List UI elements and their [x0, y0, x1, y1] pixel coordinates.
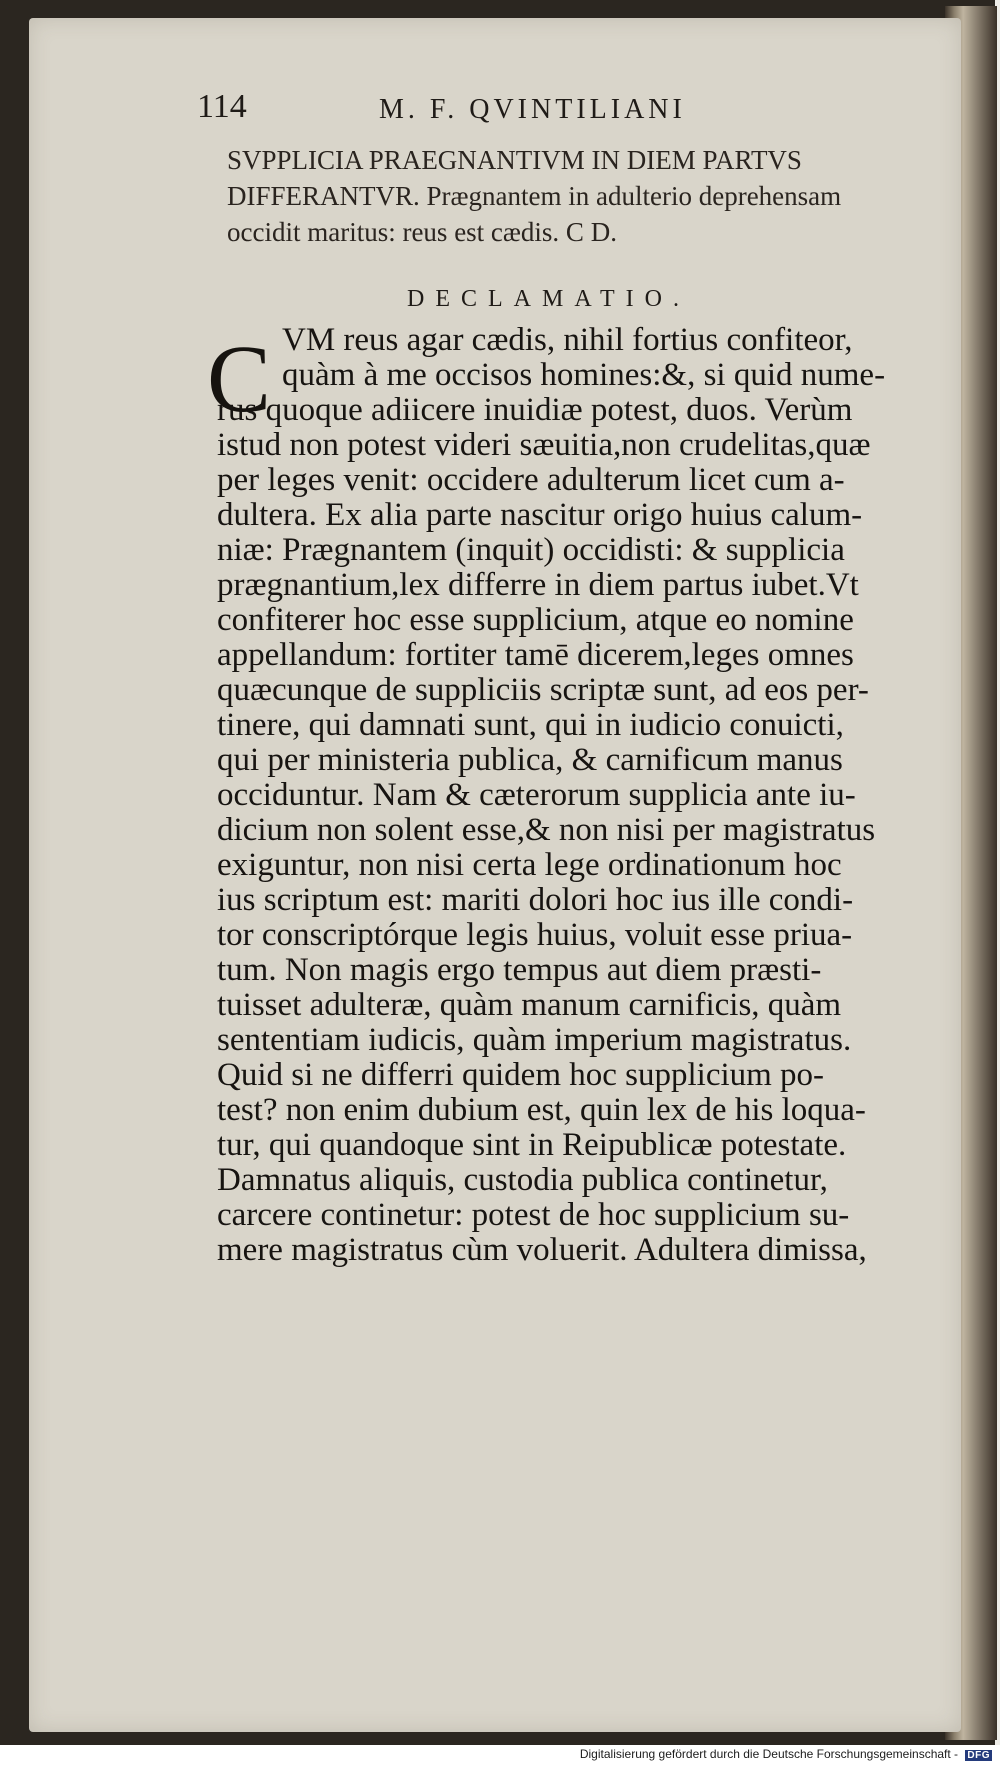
footer-strip	[0, 1745, 1000, 1765]
body-line: rus quoque adiicere inuidiæ potest, duos. Verùm	[217, 392, 853, 428]
body-line: exiguntur, non nisi certa lege ordinationum hoc	[217, 847, 842, 883]
body-line: VM reus agar cædis, nihil fortius confiteor,	[282, 322, 853, 358]
body-line: Damnatus aliquis, custodia publica continetur,	[217, 1162, 828, 1198]
body-line: dicium non solent esse,& non nisi per magistratus	[217, 812, 876, 848]
body-line: ius scriptum est: mariti dolori hoc ius ille condi-	[217, 882, 854, 918]
drop-cap-letter: C	[207, 325, 272, 432]
body-line: niæ: Prægnantem (inquit) occidisti: & supplicia	[217, 532, 845, 568]
footer-credit	[580, 1747, 992, 1761]
body-line: sententiam iudicis, quàm imperium magistratus.	[217, 1022, 852, 1058]
body-line: mere magistratus cùm voluerit. Adultera dimissa,	[217, 1232, 867, 1268]
body-line: test? non enim dubium est, quin lex de his loqua-	[217, 1092, 866, 1128]
declamation-title: DECLAMATIO.	[407, 286, 690, 312]
body-line: occiduntur. Nam & cæterorum supplicia ante iu-	[217, 777, 856, 813]
body-line: Quid si ne differri quidem hoc supplicium po-	[217, 1057, 825, 1093]
body-line: prægnantium,lex differre in diem partus iubet.Vt	[217, 567, 859, 603]
body-line: tur, qui quandoque sint in Reipublicæ potestate.	[217, 1127, 847, 1163]
argument-line: DIFFERANTVR. Prægnantem in adulterio deprehensam	[227, 181, 842, 211]
body-line: tum. Non magis ergo tempus aut diem præsti-	[217, 952, 822, 988]
page-number: 114	[197, 88, 247, 125]
body-line: per leges venit: occidere adulterum licet cum a-	[217, 462, 845, 498]
body-line: tinere, qui damnati sunt, qui in iudicio conuicti,	[217, 707, 844, 743]
book-page	[29, 18, 961, 1732]
argument-line: occidit maritus: reus est cædis. C D.	[227, 217, 617, 247]
body-line: qui per ministeria publica, & carnificum manus	[217, 742, 843, 778]
body-line: tuisset adulteræ, quàm manum carnificis, quàm	[217, 987, 842, 1023]
body-line: dultera. Ex alia parte nascitur origo huius calum-	[217, 497, 863, 533]
body-text-block	[29, 18, 961, 1732]
body-line: istud non potest videri sæuitia,non crudelitas,quæ	[217, 427, 871, 463]
body-line: carcere continetur: potest de hoc supplicium su-	[217, 1197, 850, 1233]
body-line: quæcunque de suppliciis scriptæ sunt, ad eos per-	[217, 672, 869, 708]
body-line: quàm à me occisos homines:&, si quid nume-	[282, 357, 886, 393]
argument-block	[227, 142, 947, 250]
body-line: appellandum: fortiter tamē dicerem,leges omnes	[217, 637, 854, 673]
dfg-logo: DFG	[967, 1750, 990, 1761]
footer-text: Digitalisierung gefördert durch die Deutsche Forschungsgemeinschaft -	[579, 1747, 959, 1761]
body-line: confiterer hoc esse supplicium, atque eo nomine	[217, 602, 854, 638]
body-line: tor conscriptórque legis huius, voluit esse priua-	[217, 917, 853, 953]
page-content	[29, 18, 961, 1732]
running-head: M. F. QVINTILIANI	[379, 94, 686, 125]
argument-line: SVPPLICIA PRAEGNANTIVM IN DIEM PARTVS	[227, 145, 802, 175]
